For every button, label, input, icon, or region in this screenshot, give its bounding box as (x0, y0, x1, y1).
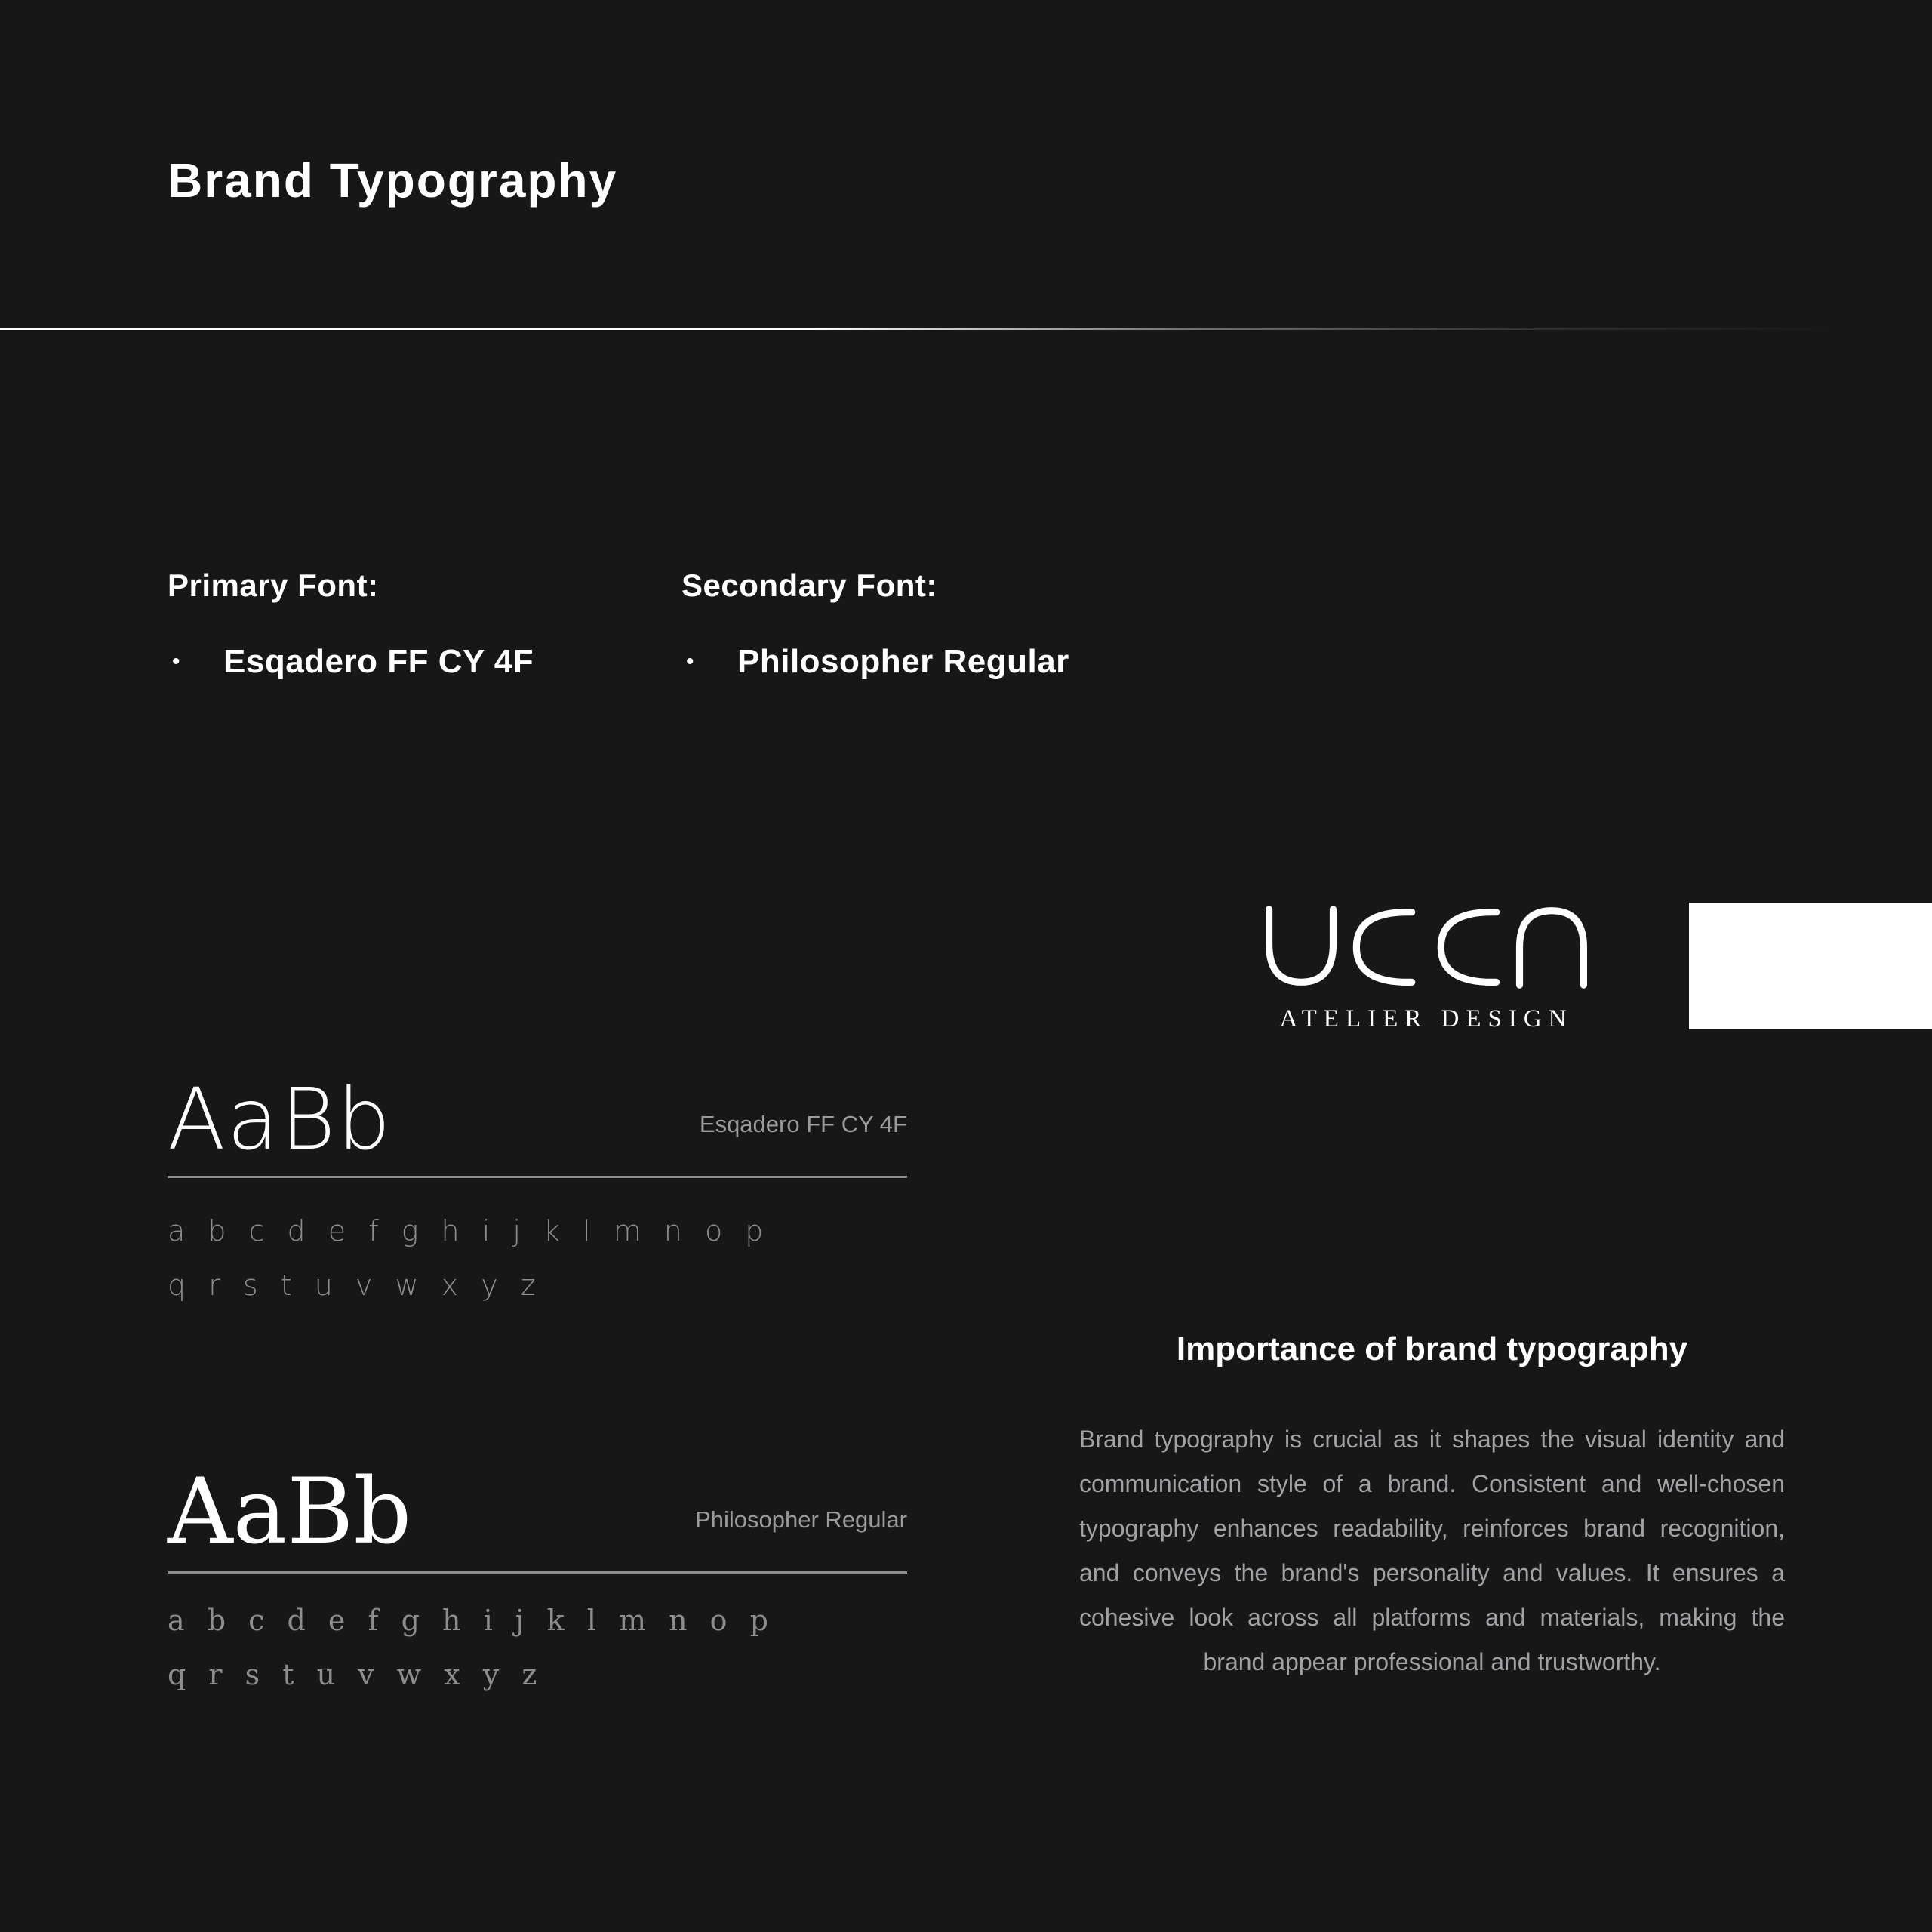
secondary-font-value: Philosopher Regular (737, 643, 1069, 680)
specimen-sample-text: AaBb (168, 1460, 412, 1564)
secondary-font-section (681, 568, 1069, 681)
specimen-sample-row (168, 1460, 907, 1564)
specimen-alphabet (168, 1593, 907, 1702)
primary-font-value: Esqadero FF CY 4F (223, 643, 534, 680)
alphabet-row-1: a b c d e f g h i j k l m n o p (168, 1604, 775, 1637)
bullet-icon: • (172, 649, 180, 674)
importance-heading: Importance of brand typography (1176, 1331, 1688, 1367)
header-divider (0, 328, 1932, 330)
secondary-font-label: Secondary Font: (681, 568, 937, 603)
brand-logo (1253, 906, 1600, 1033)
specimen-sample-row (168, 1071, 907, 1169)
specimen-sample-text: AaBb (168, 1071, 392, 1169)
specimen-font-name: Esqadero FF CY 4F (699, 1111, 907, 1137)
specimen-alphabet (168, 1204, 907, 1312)
specimen-divider (168, 1571, 907, 1574)
specimen-philosopher (168, 1460, 907, 1702)
logo-subtitle: ATELIER DESIGN (1279, 1005, 1574, 1032)
specimen-divider (168, 1176, 907, 1178)
primary-font-section (168, 568, 534, 681)
accent-rectangle (1689, 903, 1932, 1029)
alphabet-row-1: a b c d e f g h i j k l m n o p (168, 1214, 771, 1247)
primary-font-item (168, 643, 534, 681)
specimen-font-name: Philosopher Regular (695, 1506, 907, 1533)
importance-paragraph: Brand typography is crucial as it shapes the visual identity and communication style of a brand. Consistent and well-chosen typography enhances readability, reinforces brand recognition, and conveys the brand's personality and values. It ensures a cohesive look across all platforms and materials, making the brand appear professional and trustworthy. (1079, 1426, 1785, 1675)
secondary-font-item (681, 643, 1069, 681)
alphabet-row-2: q r s t u v w x y z (168, 1269, 543, 1302)
page-title: Brand Typography (168, 153, 618, 208)
bullet-icon: • (686, 649, 694, 674)
specimen-esqadero (168, 1071, 907, 1312)
primary-font-label: Primary Font: (168, 568, 379, 603)
uccn-logo-wordmark (1260, 906, 1592, 989)
alphabet-row-2: q r s t u v w x y z (168, 1658, 544, 1691)
